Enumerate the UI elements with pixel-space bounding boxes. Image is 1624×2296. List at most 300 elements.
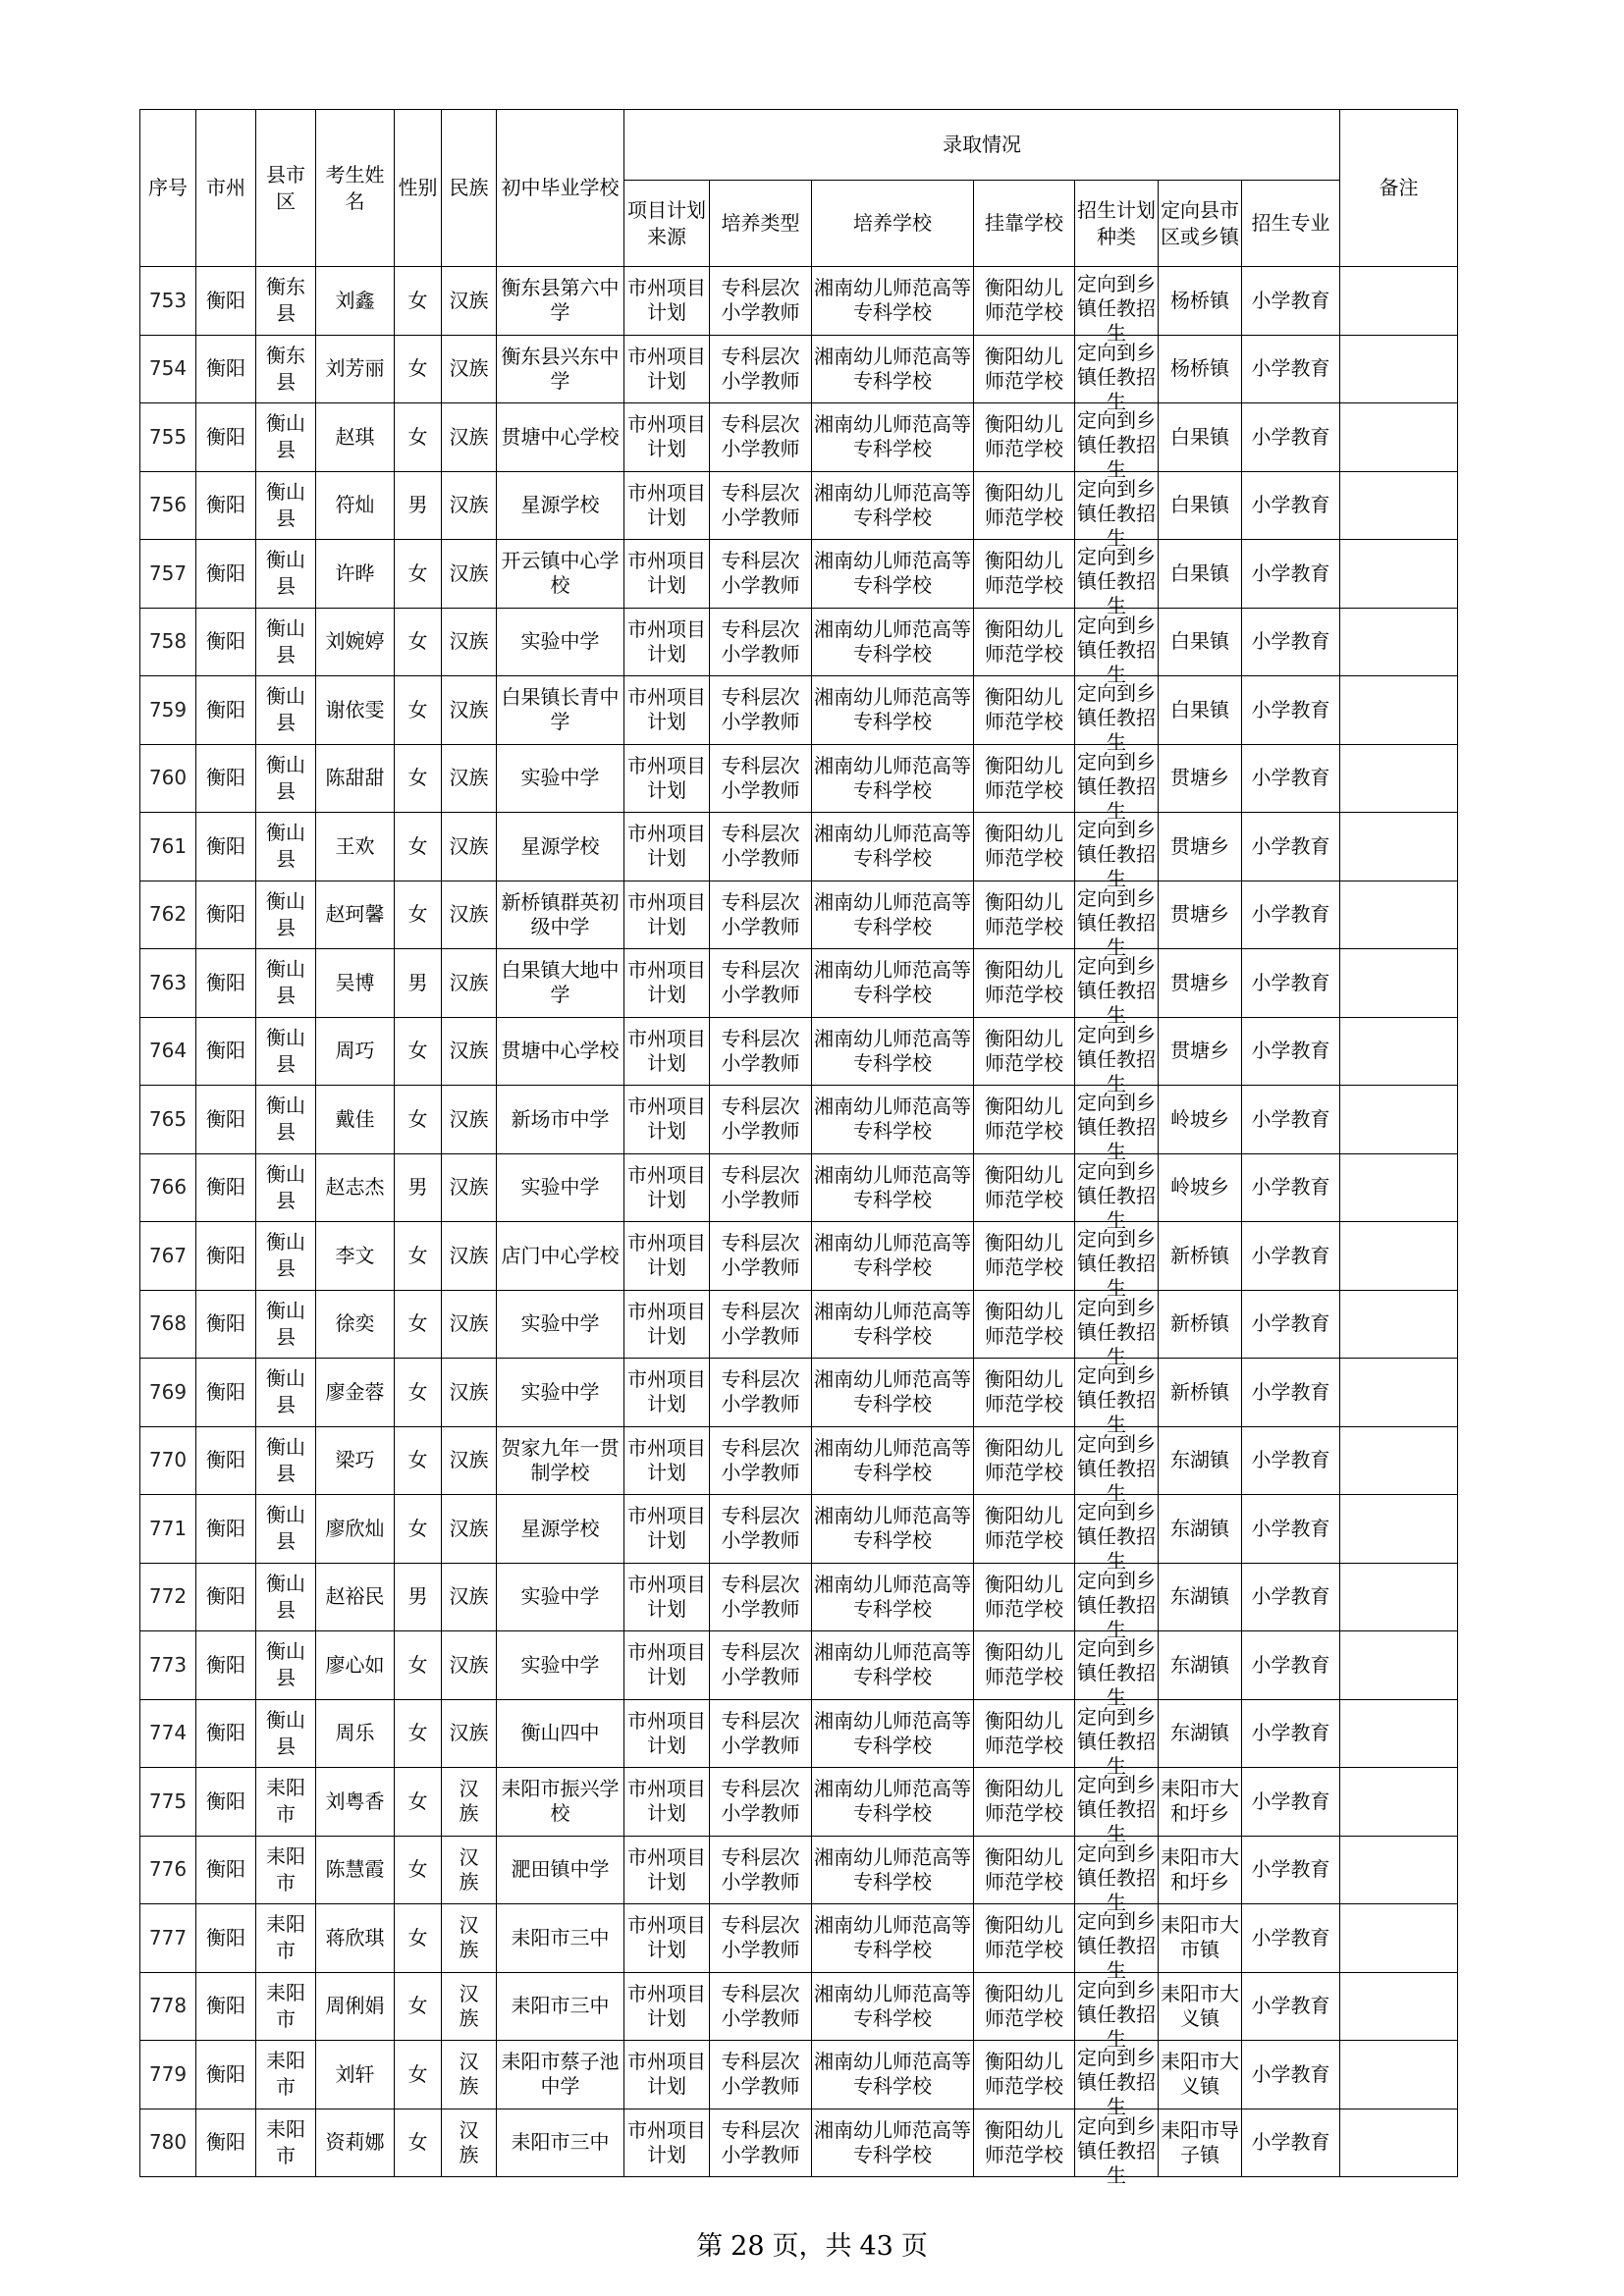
cell-plan-kind bbox=[1075, 1495, 1159, 1574]
cell-train-type bbox=[710, 540, 812, 609]
cell-school-text: 新场市中学 bbox=[511, 1106, 610, 1131]
cell-ethnicity: 汉族 bbox=[442, 1563, 497, 1631]
cell-major-text: 小学教育 bbox=[1251, 356, 1330, 381]
cell-plan-kind-text: 定向到乡镇任教招生 bbox=[1077, 545, 1156, 618]
cell-plan-kind-text: 定向到乡镇任教招生 bbox=[1077, 476, 1156, 550]
cell-train-school bbox=[812, 1359, 974, 1427]
cell-school bbox=[497, 744, 624, 813]
cell-attached-school-text: 衡阳幼儿师范学校 bbox=[985, 958, 1063, 1007]
cell-school bbox=[497, 608, 624, 676]
cell-note bbox=[1340, 1290, 1458, 1359]
footer-page-number: 28 bbox=[731, 2231, 765, 2262]
cell-name: 徐奕 bbox=[316, 1290, 395, 1359]
cell-school-text: 实验中学 bbox=[520, 1175, 600, 1200]
cell-train-type-text: 专科层次小学教师 bbox=[721, 1162, 800, 1211]
cell-train-school bbox=[812, 949, 974, 1018]
cell-target-town bbox=[1159, 1631, 1242, 1700]
cell-major bbox=[1242, 1426, 1340, 1495]
cell-plan-source bbox=[624, 1631, 710, 1700]
cell-name: 周俐娟 bbox=[316, 1972, 395, 2041]
cell-major-text: 小学教育 bbox=[1251, 1039, 1330, 1063]
cell-major-text: 小学教育 bbox=[1251, 1925, 1330, 1949]
cell-target-town bbox=[1159, 1290, 1242, 1359]
cell-gender: 女 bbox=[395, 267, 442, 336]
cell-plan-kind bbox=[1075, 2041, 1159, 2119]
cell-major bbox=[1242, 1563, 1340, 1631]
cell-seq: 757 bbox=[140, 540, 196, 609]
cell-major bbox=[1242, 1631, 1340, 1700]
cell-seq: 761 bbox=[140, 813, 196, 881]
cell-school-text: 店门中心学校 bbox=[501, 1243, 620, 1267]
cell-seq: 777 bbox=[140, 1904, 196, 1973]
cell-name: 许晔 bbox=[316, 540, 395, 609]
header-attached-school: 挂靠学校 bbox=[974, 181, 1075, 267]
cell-plan-source bbox=[624, 1699, 710, 1768]
cell-county: 衡山县 bbox=[256, 1426, 316, 1495]
cell-train-type-text: 专科层次小学教师 bbox=[721, 753, 800, 802]
table-row bbox=[140, 1699, 1458, 1768]
cell-plan-kind bbox=[1075, 471, 1159, 550]
cell-target-town-text: 白果镇 bbox=[1170, 629, 1229, 654]
cell-school-text: 衡山四中 bbox=[520, 1721, 600, 1745]
cell-ethnicity: 汉族 bbox=[442, 540, 497, 609]
cell-plan-kind-text: 定向到乡镇任教招生 bbox=[1077, 1841, 1156, 1914]
cell-target-town bbox=[1159, 2109, 1242, 2177]
cell-plan-kind-text: 定向到乡镇任教招生 bbox=[1077, 1704, 1156, 1778]
cell-plan-source-text: 市州项目计划 bbox=[627, 958, 706, 1007]
cell-train-school-text: 湘南幼儿师范高等专科学校 bbox=[814, 344, 971, 393]
cell-city: 衡阳 bbox=[196, 608, 256, 676]
admission-table bbox=[139, 109, 1458, 2187]
cell-city: 衡阳 bbox=[196, 1495, 256, 1564]
cell-name: 刘粤香 bbox=[316, 1768, 395, 1837]
cell-attached-school bbox=[974, 1153, 1075, 1222]
header-major-text: 招生专业 bbox=[1251, 211, 1330, 235]
cell-ethnicity: 汉族 bbox=[442, 1495, 497, 1564]
cell-target-town bbox=[1159, 1222, 1242, 1291]
cell-school bbox=[497, 1222, 624, 1291]
cell-target-town-text: 杨桥镇 bbox=[1170, 288, 1229, 312]
table-row bbox=[140, 813, 1458, 881]
cell-school-text: 贺家九年一贯制学校 bbox=[501, 1435, 620, 1484]
cell-train-type-text: 专科层次小学教师 bbox=[721, 412, 800, 461]
cell-target-town-text: 杨桥镇 bbox=[1170, 356, 1229, 381]
cell-plan-source-text: 市州项目计划 bbox=[627, 1367, 706, 1416]
cell-seq: 762 bbox=[140, 881, 196, 949]
cell-plan-source-text: 市州项目计划 bbox=[627, 1708, 706, 1757]
cell-plan-source-text: 市州项目计划 bbox=[627, 549, 706, 598]
cell-gender: 女 bbox=[395, 2041, 442, 2109]
cell-plan-kind bbox=[1075, 1904, 1159, 1983]
cell-county: 衡山县 bbox=[256, 540, 316, 609]
cell-plan-kind-text: 定向到乡镇任教招生 bbox=[1077, 954, 1156, 1028]
cell-major-text: 小学教育 bbox=[1251, 424, 1330, 449]
table-row bbox=[140, 267, 1458, 336]
cell-plan-source-text: 市州项目计划 bbox=[627, 344, 706, 393]
header-major bbox=[1242, 181, 1340, 267]
cell-school-text: 衡东县兴东中学 bbox=[501, 344, 620, 393]
cell-attached-school-text: 衡阳幼儿师范学校 bbox=[985, 616, 1063, 666]
cell-school bbox=[497, 1290, 624, 1359]
cell-major bbox=[1242, 335, 1340, 403]
cell-school bbox=[497, 2109, 624, 2177]
cell-school-text: 贯塘中心学校 bbox=[501, 1039, 620, 1063]
cell-name: 刘鑫 bbox=[316, 267, 395, 336]
cell-seq: 771 bbox=[140, 1495, 196, 1564]
cell-attached-school bbox=[974, 403, 1075, 472]
cell-plan-source bbox=[624, 744, 710, 813]
cell-plan-kind bbox=[1075, 744, 1159, 823]
cell-gender: 女 bbox=[395, 881, 442, 949]
cell-attached-school-text: 衡阳幼儿师范学校 bbox=[985, 549, 1063, 598]
cell-attached-school bbox=[974, 2041, 1075, 2109]
cell-attached-school-text: 衡阳幼儿师范学校 bbox=[985, 1162, 1063, 1211]
cell-plan-source-text: 市州项目计划 bbox=[627, 822, 706, 871]
cell-seq: 754 bbox=[140, 335, 196, 403]
cell-gender: 男 bbox=[395, 1153, 442, 1222]
header-target-town-text: 定向县市区或乡镇 bbox=[1161, 197, 1239, 248]
cell-target-town-text: 耒阳市大和圩乡 bbox=[1161, 1777, 1239, 1826]
cell-attached-school-text: 衡阳幼儿师范学校 bbox=[985, 1844, 1063, 1894]
cell-plan-source-text: 市州项目计划 bbox=[627, 1504, 706, 1553]
cell-train-type bbox=[710, 1153, 812, 1222]
table-row bbox=[140, 1017, 1458, 1086]
cell-seq: 766 bbox=[140, 1153, 196, 1222]
cell-county: 衡山县 bbox=[256, 744, 316, 813]
cell-plan-kind bbox=[1075, 813, 1159, 891]
cell-seq: 760 bbox=[140, 744, 196, 813]
cell-train-school-text: 湘南幼儿师范高等专科学校 bbox=[814, 1844, 971, 1894]
cell-gender: 女 bbox=[395, 1631, 442, 1700]
cell-gender: 女 bbox=[395, 1359, 442, 1427]
cell-plan-kind-text: 定向到乡镇任教招生 bbox=[1077, 1431, 1156, 1505]
cell-ethnicity: 汉族 bbox=[442, 949, 497, 1018]
cell-note bbox=[1340, 2041, 1458, 2109]
cell-major-text: 小学教育 bbox=[1251, 629, 1330, 654]
cell-train-type-text: 专科层次小学教师 bbox=[721, 1435, 800, 1484]
cell-attached-school-text: 衡阳幼儿师范学校 bbox=[985, 1299, 1063, 1348]
cell-city: 衡阳 bbox=[196, 676, 256, 745]
cell-seq: 775 bbox=[140, 1768, 196, 1837]
table-row bbox=[140, 608, 1458, 676]
cell-attached-school-text: 衡阳幼儿师范学校 bbox=[985, 2117, 1063, 2166]
table-row bbox=[140, 1563, 1458, 1631]
cell-plan-source-text: 市州项目计划 bbox=[627, 480, 706, 529]
cell-plan-source bbox=[624, 1153, 710, 1222]
cell-train-type bbox=[710, 403, 812, 472]
cell-name: 刘轩 bbox=[316, 2041, 395, 2109]
cell-school bbox=[497, 1359, 624, 1427]
cell-name: 周巧 bbox=[316, 1017, 395, 1086]
cell-school bbox=[497, 1017, 624, 1086]
cell-train-school bbox=[812, 1836, 974, 1904]
cell-city: 衡阳 bbox=[196, 1972, 256, 2041]
header-school bbox=[497, 110, 624, 267]
cell-train-school bbox=[812, 813, 974, 881]
table-row bbox=[140, 1768, 1458, 1837]
cell-county: 衡山县 bbox=[256, 608, 316, 676]
cell-target-town-text: 耒阳市大和圩乡 bbox=[1161, 1844, 1239, 1894]
cell-city: 衡阳 bbox=[196, 1699, 256, 1768]
cell-plan-source bbox=[624, 1836, 710, 1904]
cell-note bbox=[1340, 949, 1458, 1018]
cell-target-town bbox=[1159, 608, 1242, 676]
cell-train-type-text: 专科层次小学教师 bbox=[721, 822, 800, 871]
cell-plan-kind-text: 定向到乡镇任教招生 bbox=[1077, 749, 1156, 823]
cell-target-town-text: 贯塘乡 bbox=[1170, 970, 1229, 994]
cell-gender: 女 bbox=[395, 1495, 442, 1564]
cell-train-type bbox=[710, 813, 812, 881]
cell-note bbox=[1340, 676, 1458, 745]
cell-city: 衡阳 bbox=[196, 1153, 256, 1222]
cell-major-text: 小学教育 bbox=[1251, 1106, 1330, 1131]
cell-plan-kind bbox=[1075, 1972, 1159, 2051]
cell-county: 衡山县 bbox=[256, 1153, 316, 1222]
cell-plan-source bbox=[624, 335, 710, 403]
cell-plan-source-text: 市州项目计划 bbox=[627, 1435, 706, 1484]
cell-train-type bbox=[710, 949, 812, 1018]
header-name bbox=[316, 110, 395, 267]
cell-train-school-text: 湘南幼儿师范高等专科学校 bbox=[814, 1572, 971, 1621]
cell-name: 廖欣灿 bbox=[316, 1495, 395, 1564]
cell-plan-kind bbox=[1075, 2109, 1159, 2187]
cell-gender: 女 bbox=[395, 1290, 442, 1359]
cell-train-school-text: 湘南幼儿师范高等专科学校 bbox=[814, 1231, 971, 1280]
cell-plan-kind bbox=[1075, 1631, 1159, 1710]
cell-school bbox=[497, 1495, 624, 1564]
header-note: 备注 bbox=[1340, 110, 1458, 267]
cell-plan-source-text: 市州项目计划 bbox=[627, 276, 706, 325]
cell-target-town-text: 耒阳市大市镇 bbox=[1161, 1913, 1239, 1962]
cell-train-type bbox=[710, 676, 812, 745]
cell-major bbox=[1242, 1359, 1340, 1427]
cell-note bbox=[1340, 1563, 1458, 1631]
cell-train-school-text: 湘南幼儿师范高等专科学校 bbox=[814, 958, 971, 1007]
cell-ethnicity: 汉族 bbox=[442, 1699, 497, 1768]
header-name-text: 考生姓名 bbox=[325, 162, 385, 213]
cell-plan-kind-text: 定向到乡镇任教招生 bbox=[1077, 2046, 1156, 2119]
cell-county: 衡山县 bbox=[256, 881, 316, 949]
header-plan-kind bbox=[1075, 181, 1159, 267]
table-row bbox=[140, 471, 1458, 540]
cell-plan-kind bbox=[1075, 1563, 1159, 1641]
cell-plan-kind bbox=[1075, 608, 1159, 686]
cell-ethnicity: 汉族 bbox=[442, 1222, 497, 1291]
cell-school-text: 实验中学 bbox=[520, 766, 600, 790]
table-body bbox=[140, 267, 1458, 2187]
cell-train-type-text: 专科层次小学教师 bbox=[721, 616, 800, 666]
cell-train-school-text: 湘南幼儿师范高等专科学校 bbox=[814, 412, 971, 461]
cell-city: 衡阳 bbox=[196, 1359, 256, 1427]
cell-plan-source bbox=[624, 1972, 710, 2041]
cell-target-town-text: 耒阳市大义镇 bbox=[1161, 2050, 1239, 2099]
header-admission-group: 录取情况 bbox=[624, 110, 1340, 181]
table-row bbox=[140, 1904, 1458, 1973]
cell-train-type bbox=[710, 1495, 812, 1564]
cell-attached-school bbox=[974, 1359, 1075, 1427]
cell-major-text: 小学教育 bbox=[1251, 1994, 1330, 2018]
cell-target-town-text: 白果镇 bbox=[1170, 424, 1229, 449]
cell-gender: 女 bbox=[395, 1086, 442, 1154]
cell-attached-school bbox=[974, 540, 1075, 609]
cell-target-town-text: 岭坡乡 bbox=[1170, 1175, 1229, 1200]
cell-train-school bbox=[812, 2109, 974, 2177]
cell-plan-source bbox=[624, 881, 710, 949]
cell-attached-school-text: 衡阳幼儿师范学校 bbox=[985, 822, 1063, 871]
cell-major bbox=[1242, 676, 1340, 745]
cell-target-town bbox=[1159, 267, 1242, 336]
cell-attached-school-text: 衡阳幼儿师范学校 bbox=[985, 1913, 1063, 1962]
cell-attached-school bbox=[974, 1631, 1075, 1700]
cell-plan-source-text: 市州项目计划 bbox=[627, 1844, 706, 1894]
cell-county: 衡山县 bbox=[256, 1086, 316, 1154]
cell-note bbox=[1340, 1359, 1458, 1427]
cell-major bbox=[1242, 471, 1340, 540]
table-row bbox=[140, 949, 1458, 1018]
cell-note bbox=[1340, 1222, 1458, 1291]
table-row bbox=[140, 744, 1458, 813]
cell-city: 衡阳 bbox=[196, 881, 256, 949]
cell-target-town bbox=[1159, 1768, 1242, 1837]
cell-train-type-text: 专科层次小学教师 bbox=[721, 1367, 800, 1416]
cell-county: 衡山县 bbox=[256, 676, 316, 745]
cell-attached-school bbox=[974, 1086, 1075, 1154]
cell-train-type-text: 专科层次小学教师 bbox=[721, 1844, 800, 1894]
header-gender: 性别 bbox=[395, 110, 442, 267]
cell-seq: 772 bbox=[140, 1563, 196, 1631]
cell-attached-school bbox=[974, 813, 1075, 881]
cell-train-school-text: 湘南幼儿师范高等专科学校 bbox=[814, 616, 971, 666]
cell-name: 李文 bbox=[316, 1222, 395, 1291]
cell-ethnicity: 汉族 bbox=[442, 1017, 497, 1086]
cell-plan-kind-text: 定向到乡镇任教招生 bbox=[1077, 272, 1156, 346]
cell-train-school bbox=[812, 1631, 974, 1700]
cell-train-school-text: 湘南幼儿师范高等专科学校 bbox=[814, 1640, 971, 1689]
cell-gender: 女 bbox=[395, 608, 442, 676]
cell-ethnicity-text: 汉族 bbox=[459, 2050, 479, 2099]
cell-major bbox=[1242, 881, 1340, 949]
cell-plan-source bbox=[624, 2041, 710, 2109]
cell-train-school-text: 湘南幼儿师范高等专科学校 bbox=[814, 1026, 971, 1075]
cell-plan-kind-text: 定向到乡镇任教招生 bbox=[1077, 2113, 1156, 2187]
cell-major-text: 小学教育 bbox=[1251, 561, 1330, 585]
cell-major bbox=[1242, 1699, 1340, 1768]
cell-seq: 765 bbox=[140, 1086, 196, 1154]
cell-plan-kind bbox=[1075, 540, 1159, 618]
cell-attached-school-text: 衡阳幼儿师范学校 bbox=[985, 1231, 1063, 1280]
cell-name: 谢依雯 bbox=[316, 676, 395, 745]
cell-train-school-text: 湘南幼儿师范高等专科学校 bbox=[814, 2117, 971, 2166]
cell-train-type bbox=[710, 1972, 812, 2041]
cell-ethnicity bbox=[442, 2109, 497, 2177]
cell-school-text: 实验中学 bbox=[520, 1584, 600, 1609]
cell-school-text: 新桥镇群英初级中学 bbox=[501, 889, 620, 938]
cell-attached-school bbox=[974, 1768, 1075, 1837]
cell-ethnicity: 汉族 bbox=[442, 608, 497, 676]
footer-total-pages: 43 bbox=[859, 2231, 893, 2262]
cell-gender: 女 bbox=[395, 813, 442, 881]
cell-plan-kind-text: 定向到乡镇任教招生 bbox=[1077, 1500, 1156, 1574]
cell-plan-kind-text: 定向到乡镇任教招生 bbox=[1077, 340, 1156, 413]
cell-major-text: 小学教育 bbox=[1251, 1379, 1330, 1404]
cell-school bbox=[497, 813, 624, 881]
cell-plan-kind-text: 定向到乡镇任教招生 bbox=[1077, 1227, 1156, 1301]
cell-attached-school-text: 衡阳幼儿师范学校 bbox=[985, 276, 1063, 325]
cell-gender: 女 bbox=[395, 1904, 442, 1973]
cell-note bbox=[1340, 1153, 1458, 1222]
cell-target-town bbox=[1159, 335, 1242, 403]
cell-target-town bbox=[1159, 1153, 1242, 1222]
cell-school-text: 耒阳市三中 bbox=[511, 1925, 610, 1949]
cell-plan-source bbox=[624, 1904, 710, 1973]
header-target-town bbox=[1159, 181, 1242, 267]
cell-name: 周乐 bbox=[316, 1699, 395, 1768]
cell-attached-school-text: 衡阳幼儿师范学校 bbox=[985, 1777, 1063, 1826]
cell-major bbox=[1242, 1017, 1340, 1086]
cell-seq: 768 bbox=[140, 1290, 196, 1359]
cell-ethnicity-text: 汉族 bbox=[459, 1777, 479, 1826]
table-row bbox=[140, 881, 1458, 949]
cell-gender: 女 bbox=[395, 1768, 442, 1837]
cell-plan-kind bbox=[1075, 1768, 1159, 1846]
cell-train-type bbox=[710, 1768, 812, 1837]
header-plan-kind-text: 招生计划种类 bbox=[1077, 197, 1156, 248]
cell-major bbox=[1242, 1495, 1340, 1564]
cell-name: 陈甜甜 bbox=[316, 744, 395, 813]
cell-school bbox=[497, 335, 624, 403]
cell-major bbox=[1242, 949, 1340, 1018]
cell-note bbox=[1340, 1836, 1458, 1904]
cell-ethnicity bbox=[442, 1836, 497, 1904]
cell-plan-source bbox=[624, 1768, 710, 1837]
cell-ethnicity bbox=[442, 2041, 497, 2109]
cell-attached-school-text: 衡阳幼儿师范学校 bbox=[985, 1504, 1063, 1553]
footer-suffix: 页 bbox=[900, 2231, 928, 2262]
cell-attached-school bbox=[974, 676, 1075, 745]
cell-plan-source bbox=[624, 1222, 710, 1291]
cell-county: 衡山县 bbox=[256, 1290, 316, 1359]
cell-train-type bbox=[710, 335, 812, 403]
cell-ethnicity: 汉族 bbox=[442, 471, 497, 540]
cell-plan-source-text: 市州项目计划 bbox=[627, 889, 706, 938]
cell-train-school bbox=[812, 676, 974, 745]
cell-city: 衡阳 bbox=[196, 813, 256, 881]
cell-county: 衡山县 bbox=[256, 471, 316, 540]
cell-train-school-text: 湘南幼儿师范高等专科学校 bbox=[814, 1162, 971, 1211]
cell-train-type-text: 专科层次小学教师 bbox=[721, 1777, 800, 1826]
cell-plan-kind-text: 定向到乡镇任教招生 bbox=[1077, 408, 1156, 482]
cell-train-type bbox=[710, 1290, 812, 1359]
cell-county: 耒阳市 bbox=[256, 1904, 316, 1973]
cell-gender: 女 bbox=[395, 540, 442, 609]
table-row bbox=[140, 1972, 1458, 2041]
cell-note bbox=[1340, 608, 1458, 676]
cell-school-text: 星源学校 bbox=[520, 833, 600, 858]
cell-train-type-text: 专科层次小学教师 bbox=[721, 1913, 800, 1962]
cell-note bbox=[1340, 1086, 1458, 1154]
cell-major bbox=[1242, 1768, 1340, 1837]
cell-school-text: 实验中学 bbox=[520, 1652, 600, 1677]
page-footer bbox=[0, 2224, 1624, 2263]
cell-school-text: 耒阳市振兴学校 bbox=[501, 1777, 620, 1826]
cell-major-text: 小学教育 bbox=[1251, 902, 1330, 927]
cell-note bbox=[1340, 471, 1458, 540]
cell-major bbox=[1242, 2109, 1340, 2177]
table-row bbox=[140, 1631, 1458, 1700]
cell-name: 廖金蓉 bbox=[316, 1359, 395, 1427]
cell-target-town bbox=[1159, 744, 1242, 813]
cell-train-type-text: 专科层次小学教师 bbox=[721, 549, 800, 598]
